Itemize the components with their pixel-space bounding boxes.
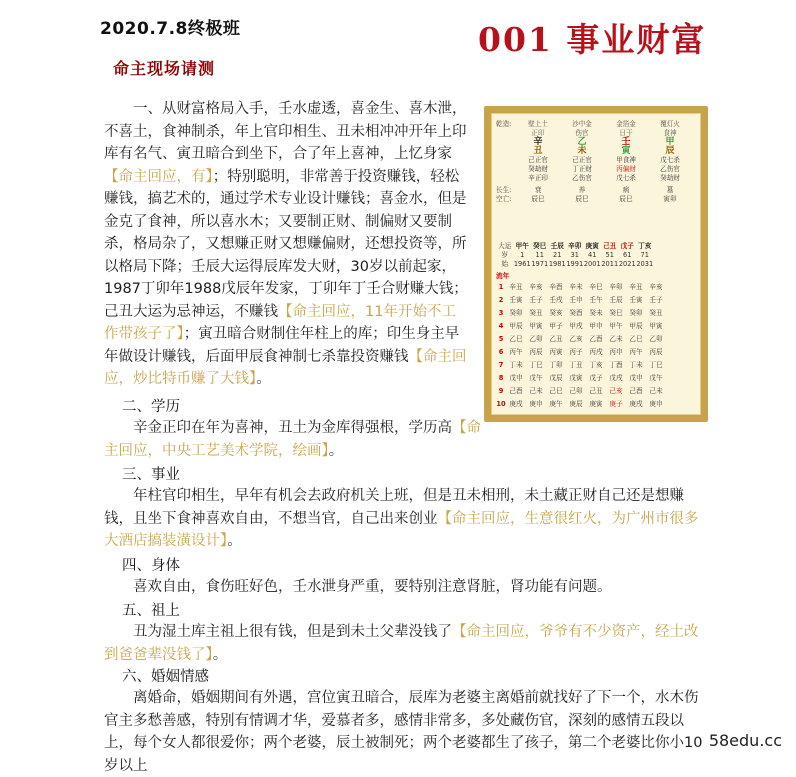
liunian-cell: 癸卯 (629, 309, 643, 317)
liunian-cell: 戊午 (529, 374, 543, 382)
section-2-heading: 二、学历 (122, 399, 180, 415)
liunian-cell: 壬戌 (549, 296, 563, 304)
liunian-cell: 己酉 (509, 387, 523, 395)
section-1-response: 【命主回应，炒比特币赚了大钱】 (104, 348, 467, 387)
age: 71 (640, 251, 649, 259)
liunian-cell: 己未 (529, 387, 543, 395)
spacer (496, 147, 516, 156)
age-label: 岁 (501, 251, 509, 259)
stem: 辛 (533, 137, 543, 147)
liunian-cell: 癸巳 (609, 309, 623, 317)
liunian-cell: 丙午 (509, 348, 523, 356)
section-5-text: 丑为湿土库主祖上很有钱，但是到未土父辈没钱了 (133, 624, 452, 640)
section-5-heading: 五、祖上 (122, 603, 180, 619)
liunian-cell: 壬寅 (509, 296, 523, 304)
section-4-paragraph: 喜欢自由，食伤旺好色，壬水泄身严重，要特别注意肾脏，肾功能有问题。 (133, 579, 612, 595)
liunian-row (496, 333, 696, 346)
liunian-cell: 乙巳 (629, 335, 643, 343)
liunian-cell: 己丑 (589, 387, 603, 395)
branches-row (496, 147, 696, 156)
age: 31 (570, 251, 579, 259)
liunian-cell: 己卯 (569, 387, 583, 395)
changsheng: 墓 (666, 186, 674, 194)
section-2-paragraph: 辛金正印在年为喜神，丑土为金库得强根，学历高【命主回应，中央工艺美术学院，绘画】。 (104, 420, 481, 459)
section-1-text: ；特别聪明，非常善于投资赚钱，轻松赚钱，搞艺术的，通过学术专业设计赚钱；喜金水，但是金克了食神，所以喜水木；又要制正财、制偏财又要制杀，格局杂了，又想赚正财又想赚偏财，还想投资等，所以格局下降；壬辰大运得辰库发大财，30岁以前起家，1987丁卯年1988戊辰年发家，丁卯年丁壬合财赚大钱；己丑大运为忌神运，不赚钱 (104, 168, 468, 320)
section-1-paragraph (104, 98, 468, 391)
section-3-paragraph: 年柱官印相生，早年有机会去政府机关上班，但是丑未相刑，未土藏正财自己还是想赚钱，且坐下食神喜欢自由，不想当官，自己出来创业【命主回应，生意很红火，为广州市很多大酒店搞装潢设计】。 (104, 488, 699, 549)
liunian-cell: 辛丑 (509, 283, 523, 291)
liunian-cell: 丙寅 (549, 348, 563, 356)
dayun: 己丑 (603, 242, 617, 250)
liunian-label: 流年 (496, 272, 510, 280)
pillars-block (496, 120, 696, 204)
branch: 寅 (621, 146, 631, 156)
liunian-cell: 辛丑 (629, 283, 643, 291)
liunian-cell: 乙卯 (529, 335, 543, 343)
hidden-stem: 戊七杀 (660, 156, 680, 164)
hidden-stems-row (496, 165, 696, 174)
liunian-cell: 丁酉 (609, 361, 623, 369)
section-5-paragraph: 丑为湿土库主祖上很有钱，但是到未土父辈没钱了【命主回应，爷爷有不少资产，经土改到爸爸辈没钱了】。 (104, 624, 699, 663)
hidden-stem: 己正官 (528, 156, 548, 164)
liunian-cell: 庚申 (529, 400, 543, 408)
ten-god: 沙中金 (572, 120, 592, 128)
changsheng: 养 (578, 186, 586, 194)
ten-god-sub: 食神 (663, 129, 677, 137)
liunian-row (496, 372, 696, 385)
age: 51 (605, 251, 614, 259)
liunian-index: 7 (498, 361, 504, 369)
page-title: 001 事业财富 (478, 20, 707, 59)
liunian-cell: 己酉 (629, 387, 643, 395)
kongwang: 辰巳 (575, 195, 589, 203)
liunian-cell: 辛酉 (549, 283, 563, 291)
liunian-cell: 甲子 (549, 322, 563, 330)
liunian-cell: 庚戌 (629, 400, 643, 408)
liunian-cell: 庚申 (649, 400, 663, 408)
dayun-label: 大运 (498, 242, 512, 250)
liunian-cell: 丁巳 (529, 361, 543, 369)
spacer (496, 129, 516, 138)
section-5-response: 【命主回应，爷爷有不少资产，经土改到爸爸辈没钱了】 (104, 624, 699, 663)
liunian-row (496, 294, 696, 307)
liunian-cell: 壬寅 (629, 296, 643, 304)
ten-god: 覆灯火 (660, 120, 680, 128)
dayun: 辛卯 (568, 242, 582, 250)
liunian-index: 2 (498, 296, 504, 304)
liunian-cell: 庚子 (609, 400, 623, 408)
liunian-index: 6 (498, 348, 504, 356)
liunian-cell: 戊申 (509, 374, 523, 382)
age: 41 (588, 251, 597, 259)
section-1-response: 【命主回应，11年开始不工作带孩子了】 (104, 303, 456, 342)
liunian-row (496, 385, 696, 398)
liunian-cell: 壬申 (569, 296, 583, 304)
liunian-row (496, 320, 696, 333)
page-subtitle: 命主现场请测 (113, 59, 216, 78)
section-1-text: 一、从财富格局入手，壬水虚透，喜金生、喜木泄，不喜土，食神制杀，年上官印相生、丑未相冲冲开年上印库有名气、寅丑暗合到坐下，合了年上喜神，上忆身家 (104, 101, 467, 162)
liunian-cell: 丁巳 (649, 361, 663, 369)
hidden-stem: 乙伤官 (572, 174, 592, 182)
spacer (496, 138, 516, 147)
liunian-cell: 庚寅 (589, 400, 603, 408)
liunian-cell: 甲寅 (529, 322, 543, 330)
liunian-cell: 癸卯 (509, 309, 523, 317)
liunian-cell: 丁亥 (589, 361, 603, 369)
year: 2001 (583, 260, 601, 268)
liunian-block (496, 272, 696, 411)
liunian-cell: 丙戌 (589, 348, 603, 356)
liunian-row (496, 398, 696, 411)
liunian-cell: 甲戌 (569, 322, 583, 330)
age: 11 (535, 251, 544, 259)
kw-label: 空亡: (496, 195, 512, 203)
section-3-response: 【命主回应，生意很红火，为广州市很多大酒店搞装潢设计】 (104, 510, 699, 549)
liunian-cell: 壬子 (649, 296, 663, 304)
ten-god: 壁上土 (528, 120, 548, 128)
liunian-cell: 乙未 (609, 335, 623, 343)
liunian-cell: 丙申 (609, 348, 623, 356)
liunian-cell: 己巳 (549, 387, 563, 395)
section-4-heading: 四、身体 (122, 558, 180, 574)
liunian-cell: 己未 (649, 387, 663, 395)
liunian-cell: 甲辰 (629, 322, 643, 330)
year-label: 始 (501, 260, 509, 268)
year: 1981 (548, 260, 566, 268)
liunian-cell: 戊申 (629, 374, 643, 382)
hidden-stems-row (496, 156, 696, 165)
branch: 辰 (665, 146, 675, 156)
hidden-stem: 丙偏财 (616, 165, 636, 173)
watermark: 58edu.cc (708, 731, 782, 750)
liunian-cell: 辛亥 (529, 283, 543, 291)
liunian-cell: 癸酉 (569, 309, 583, 317)
section-2-text: 辛金正印在年为喜神，丑土为金库得强根，学历高 (133, 420, 452, 436)
liunian-cell: 丙辰 (529, 348, 543, 356)
hidden-stems-row (496, 174, 696, 183)
section-1-text: ；寅丑暗合财制住年柱上的库；印生身主早年做设计赚钱，后面甲辰食神制七杀靠投资赚钱 (104, 326, 460, 365)
hidden-stem: 戊七杀 (616, 174, 636, 182)
liunian-index: 3 (498, 309, 504, 317)
spacer (496, 156, 516, 165)
year: 1971 (531, 260, 549, 268)
date-text: 2020.7.8 (100, 19, 188, 39)
liunian-cell: 甲申 (589, 322, 603, 330)
header-date-line (100, 14, 240, 39)
liunian-cell: 乙亥 (569, 335, 583, 343)
liunian-cell: 戊子 (589, 374, 603, 382)
year: 2021 (618, 260, 636, 268)
section-6-paragraph: 离婚命，婚姻期间有外遇，宫位寅丑暗合，辰库为老婆主离婚前就找好了下一个，水木伤官主多愁善感，特别有情调才华，爱慕者多，感情非常多，多处藏伤官，深刻的感情五段以上，每个女人都很爱你；两个老婆，辰土被制死；两个老婆都生了孩子，第二个老婆比你小10岁以上 (104, 690, 703, 774)
stem: 甲 (665, 137, 675, 147)
liunian-cell: 丁卯 (549, 361, 563, 369)
liunian-cell: 丁未 (629, 361, 643, 369)
age: 21 (553, 251, 562, 259)
kongwang: 寅卯 (663, 195, 677, 203)
ten-god-sub: 伤官 (575, 129, 589, 137)
hidden-stem: 癸劫财 (528, 165, 548, 173)
branch: 丑 (533, 146, 543, 156)
year: 1961 (513, 260, 531, 268)
liunian-cell: 甲寅 (649, 322, 663, 330)
dayun-row (496, 242, 696, 251)
hidden-stem: 乙伤官 (660, 165, 680, 173)
liunian-cell: 乙卯 (649, 335, 663, 343)
hidden-stem: 甲食神 (616, 156, 636, 164)
liunian-cell: 戊寅 (569, 374, 583, 382)
liunian-cell: 庚午 (549, 400, 563, 408)
liunian-cell: 甲辰 (509, 322, 523, 330)
liunian-cell: 辛卯 (609, 283, 623, 291)
liunian-cell: 戊辰 (549, 374, 563, 382)
age: 61 (623, 251, 632, 259)
liunian-cell: 癸未 (589, 309, 603, 317)
liunian-index: 5 (498, 335, 504, 343)
liunian-cell: 辛未 (569, 283, 583, 291)
cs-label: 长生: (496, 186, 512, 194)
liunian-cell: 乙丑 (549, 335, 563, 343)
liunian-cell: 癸丑 (529, 309, 543, 317)
liunian-cell: 壬午 (589, 296, 603, 304)
liunian-cell: 丙子 (569, 348, 583, 356)
liunian-cell: 己亥 (609, 387, 623, 395)
section-3-text: 年柱官印相生，早年有机会去政府机关上班，但是丑未相刑，未土藏正财自己还是想赚钱，且坐下食神喜欢自由，不想当官，自己出来创业 (104, 488, 684, 527)
liunian-cell: 癸亥 (549, 309, 563, 317)
liunian-index: 1 (498, 283, 504, 291)
liunian-cell: 丁丑 (569, 361, 583, 369)
liunian-cell: 庚辰 (569, 400, 583, 408)
dayun: 丁亥 (638, 242, 652, 250)
dayun: 壬辰 (550, 242, 564, 250)
year: 2031 (636, 260, 654, 268)
liunian-cell: 丁未 (509, 361, 523, 369)
gan-label: 乾造: (496, 120, 512, 128)
liunian-row (496, 359, 696, 372)
class-name: 终极班 (187, 19, 241, 39)
liunian-cell: 壬辰 (609, 296, 623, 304)
age-row (496, 251, 696, 260)
bazi-chart-panel (484, 106, 708, 422)
ten-god: 金箔金 (616, 120, 636, 128)
year: 1991 (566, 260, 584, 268)
changsheng: 衰 (534, 186, 542, 194)
hidden-stem: 己正官 (572, 156, 592, 164)
liunian-cell: 乙酉 (589, 335, 603, 343)
changsheng: 病 (622, 186, 630, 194)
liunian-header (496, 272, 696, 281)
liunian-cell: 甲午 (609, 322, 623, 330)
kongwang-row (496, 195, 696, 204)
dayun-block (496, 242, 696, 269)
hidden-stem: 辛正印 (528, 174, 548, 182)
ten-gods-row (496, 120, 696, 129)
liunian-cell: 辛巳 (589, 283, 603, 291)
ten-god-sub: 正印 (531, 129, 545, 137)
liunian-row (496, 281, 696, 294)
section-1-text: 。 (256, 371, 271, 387)
liunian-cell: 庚戌 (509, 400, 523, 408)
liunian-cell: 乙巳 (509, 335, 523, 343)
year-row (496, 260, 696, 269)
liunian-cell: 丙辰 (649, 348, 663, 356)
liunian-index: 4 (498, 322, 504, 330)
liunian-index: 8 (498, 374, 504, 382)
section-6-heading: 六、婚姻情感 (122, 669, 209, 685)
liunian-row (496, 307, 696, 320)
ten-god-sub: 日干 (619, 129, 633, 137)
branch: 未 (577, 146, 587, 156)
spacer (496, 165, 516, 174)
liunian-index: 9 (498, 387, 504, 395)
dayun: 癸巳 (533, 242, 547, 250)
liunian-cell: 戊午 (649, 374, 663, 382)
liunian-row (496, 346, 696, 359)
dayun: 甲午 (515, 242, 529, 250)
changsheng-row (496, 186, 696, 195)
liunian-cell: 辛亥 (649, 283, 663, 291)
section-1-response: 【命主回应，有】 (104, 168, 213, 185)
section-3-heading: 三、事业 (122, 467, 180, 483)
hidden-stem: 丁正财 (572, 165, 592, 173)
kongwang: 辰巳 (531, 195, 545, 203)
liunian-cell: 壬子 (529, 296, 543, 304)
liunian-cell: 丙午 (629, 348, 643, 356)
age: 1 (520, 251, 525, 259)
stem: 乙 (577, 137, 587, 147)
bazi-chart (491, 113, 701, 415)
dayun: 戊子 (620, 242, 634, 250)
liunian-cell: 戊戌 (609, 374, 623, 382)
spacer (496, 174, 516, 183)
liunian-cell: 癸丑 (649, 309, 663, 317)
kongwang: 辰巳 (619, 195, 633, 203)
section-2-response: 【命主回应，中央工艺美术学院，绘画】 (104, 420, 481, 459)
stem: 壬 (621, 137, 631, 147)
dayun: 庚寅 (585, 242, 599, 250)
year: 2011 (601, 260, 619, 268)
liunian-index: 10 (496, 400, 506, 408)
hidden-stem: 癸劫财 (660, 174, 680, 182)
